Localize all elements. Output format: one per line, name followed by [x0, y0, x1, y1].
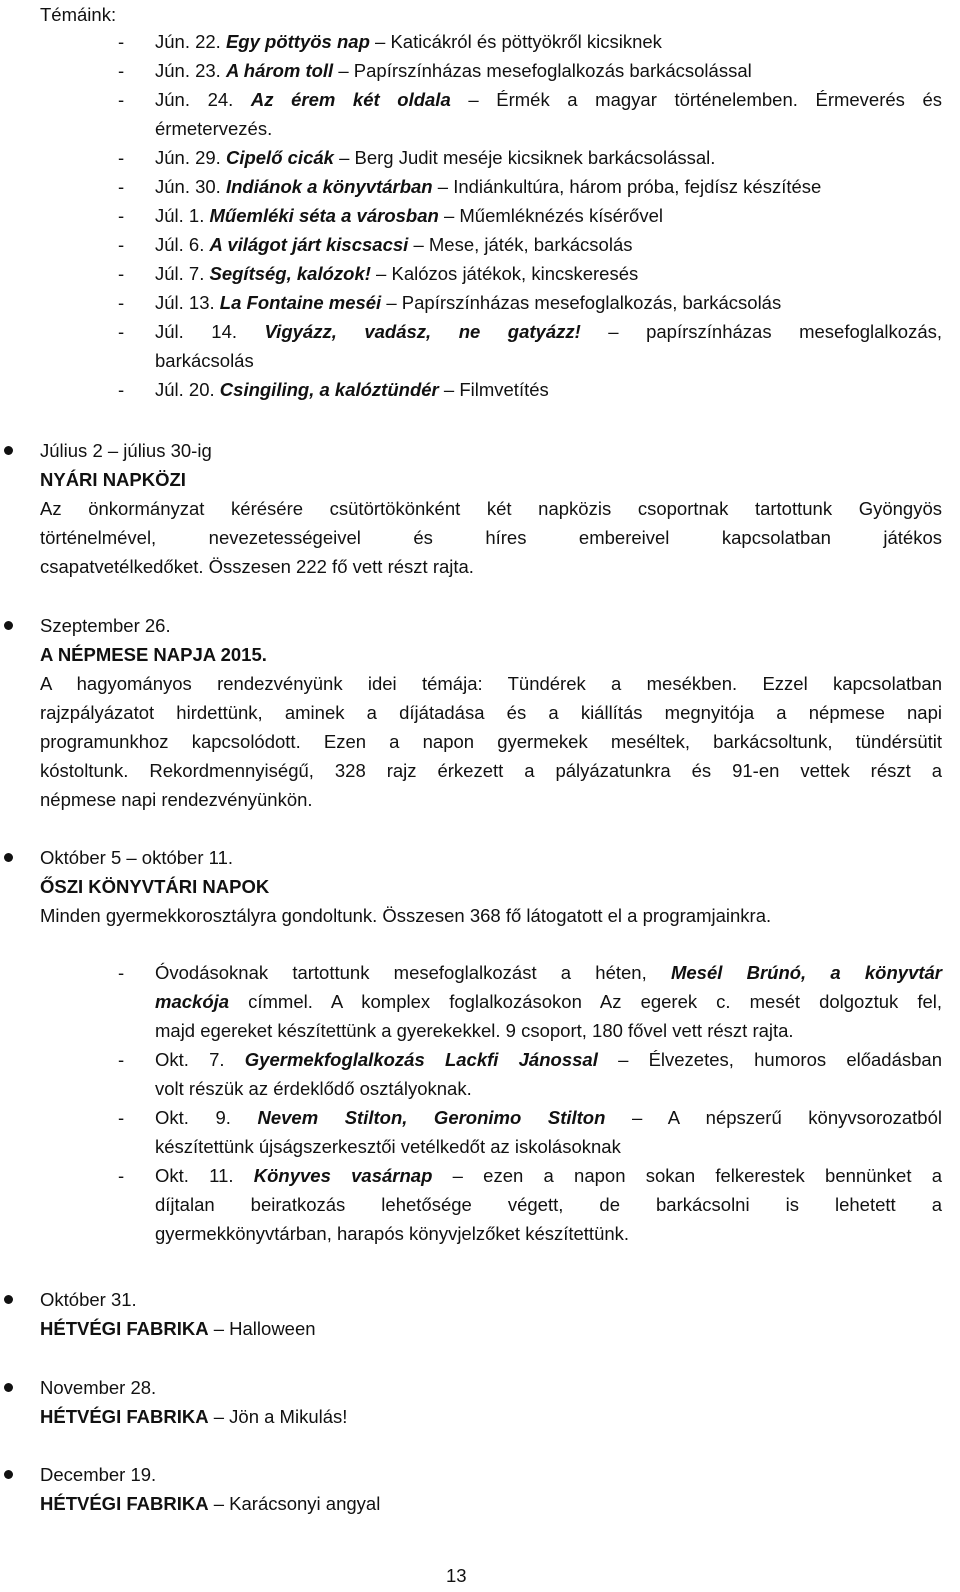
event-title: A NÉPMESE NAPJA 2015.: [40, 644, 267, 665]
paragraph-line: programunkhoz kapcsolódott. Ezen a napon gyermekek meséltek, barkácsoltunk, tündérsütit: [40, 731, 942, 752]
bullet-icon: [4, 1295, 13, 1304]
paragraph-line: A hagyományos rendezvényünk idei témája: Tündérek a mesékben. Ezzel kapcsolatban: [40, 673, 942, 694]
event-date: Október 5 – október 11.: [40, 847, 233, 868]
event-date: Szeptember 26.: [40, 615, 171, 636]
event-date: November 28.: [40, 1377, 157, 1398]
bullet-icon: [4, 1383, 13, 1392]
paragraph-line: kóstoltunk. Rekordmennyiségű, 328 rajz érkezett a pályázatunkra és 91-en vettek részt a: [40, 760, 942, 781]
page-number: 13: [446, 1565, 467, 1586]
document-page: Témáink: - Jún. 22. Egy pöttyös nap – Katicákról és pöttyökről kicsiknek - Jún. 23. A három toll – Papírszínházas mesefoglalkozás barkácsolással - Jún. 24. Az érem két oldala – Érmék a magyar történelemben. Érmeverés és érmetervezés. - Jún. 29. Cipelő cicák – Berg Judit meséje kicsiknek barkácsolással. - Jún. 30. Indiánok a könyvtárban – Indiánkultúra, három próba, fejdísz készítése - Júl. 1. Műemléki séta a városban – Műemléknézés kísérővel - Júl. 6. A világot járt kiscsacsi – Mese, játék, barkácsolás - Júl. 7. Segítség, kalózok! – Kalózos játékok, kincskeresés - Júl. 13. La Fontaine meséi – Papírszínházas mesefoglalkozás, barkácsolás - Júl. 14. Vigyázz, vadász, ne gatyázz! – papírszínházas mesefoglalkozás, barkácsolás - Júl. 20. Csingiling, a kalóztündér – Filmvetítés Július 2 – július 30-ig NYÁRI NAPKÖZI Az önkormányzat kérésére csütörtökönként két napközis csoportnak tartottunk Gyöngyös történelmével, nevezetességeivel és híres embereivel kapcsolatban játékos csapatvetélkedőket. Összesen 222 fő vett részt rajta. Szeptember 26. A NÉPMESE NAPJA 2015. A hagyományos rendezvényünk idei témája: Tündérek a mesékben. Ezzel kapcsolatban rajzpályázatot hirdettünk, aminek a díjátadása és a kiállítás megnyitója a népmese napi programunkhoz kapcsolódott. Ezen a napon gyermekek meséltek, barkácsoltunk, tündérsütit kóstoltunk. Rekordmennyiségű, 328 rajz érkezett a pályázatunkra és 91-en vettek részt a népmese napi rendezvényünkön. Október 5 – október 11. ŐSZI KÖNYVTÁRI NAPOK Minden gyermekkorosztályra gondoltunk. Összesen 368 fő látogatott el a programjainkra. - Óvodásoknak tartottunk mesefoglalkozást a héten, Mesél Brúnó, a könyvtár mackója címmel. A komplex foglalkozásokon Az egerek c. mesét dolgoztuk fel, majd egereket készítettünk a gyerekekkel. 9 csoport, 180 fővel vett részt rajta. - Okt. 7. Gyermekfoglalkozás Lackfi Jánossal – Élvezetes, humoros előadásban volt részük az érdeklődő osztályoknak. - Okt. 9. Nevem Stilton, Geronimo Stilton – A népszerű könyvsorozatból készítettünk újságszerkesztői vetélkedőt az iskolásoknak - Okt. 11. Könyves vasárnap – ezen a napon sokan felkerestek bennünket a díjtalan beiratkozás lehetősége végett, de barkácsolni is lehetett a gyermekkönyvtárban, harapós könyvjelzőket készítettünk. Október 31. HÉTVÉGI FABRIKA – Halloween November 28. HÉTVÉGI FABRIKA – Jön a Mikulás! December 19. HÉTVÉGI FABRIKA – Karácsonyi angyal 13: [0, 0, 960, 1592]
bullet-icon: [4, 446, 13, 455]
bullet-icon: [4, 1470, 13, 1479]
event-title: NYÁRI NAPKÖZI: [40, 469, 186, 490]
bullet-icon: [4, 853, 13, 862]
paragraph-line: Az önkormányzat kérésére csütörtökönként két napközis csoportnak tartottunk Gyöngyös: [40, 498, 942, 519]
paragraph-line: népmese napi rendezvényünkön.: [40, 789, 313, 810]
paragraph-line: rajzpályázatot hirdettünk, aminek a díjátadása és a kiállítás megnyitója a népmese napi: [40, 702, 942, 723]
event-title: HÉTVÉGI FABRIKA – Jön a Mikulás!: [40, 1406, 348, 1427]
paragraph-line: Minden gyermekkorosztályra gondoltunk. Összesen 368 fő látogatott el a programjainkra.: [40, 905, 772, 926]
section-header: Témáink:: [40, 4, 117, 25]
event-date: December 19.: [40, 1464, 157, 1485]
event-date: Július 2 – július 30-ig: [40, 440, 212, 461]
bullet-icon: [4, 621, 13, 630]
paragraph-line: csapatvetélkedőket. Összesen 222 fő vett részt rajta.: [40, 556, 474, 577]
event-date: Október 31.: [40, 1289, 137, 1310]
event-title: HÉTVÉGI FABRIKA – Karácsonyi angyal: [40, 1493, 381, 1514]
event-title: ŐSZI KÖNYVTÁRI NAPOK: [40, 876, 270, 897]
event-title: HÉTVÉGI FABRIKA – Halloween: [40, 1318, 316, 1339]
paragraph-line: történelmével, nevezetességeivel és híres embereivel kapcsolatban játékos: [40, 527, 942, 548]
